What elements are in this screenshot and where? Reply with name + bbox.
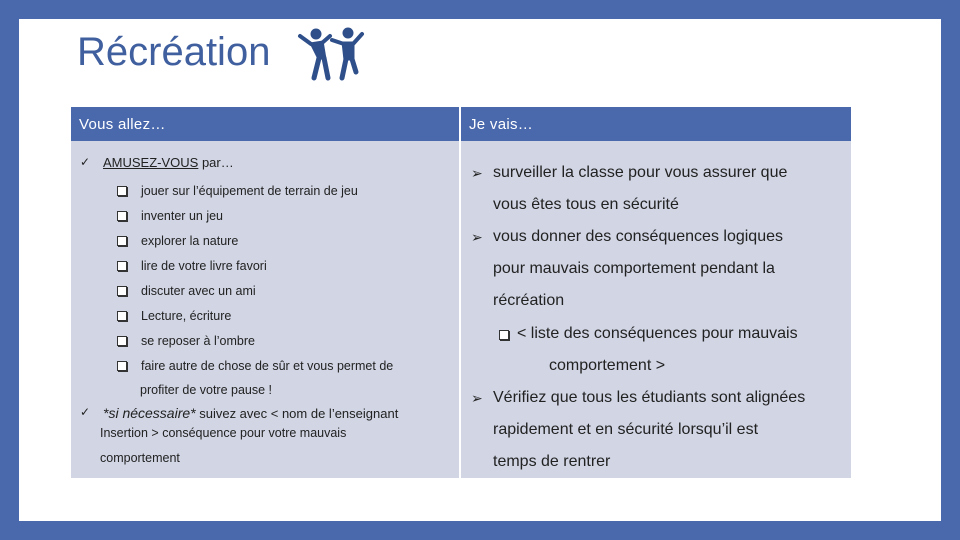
checkbox-icon xyxy=(117,211,127,221)
checkbox-icon xyxy=(117,286,127,296)
checkbox-icon xyxy=(117,336,127,346)
children-playing-icon xyxy=(296,24,366,89)
checkbox-icon xyxy=(117,361,127,371)
right-cell xyxy=(460,141,851,478)
arrow-bullet-icon: ➢ xyxy=(471,229,483,245)
checkbox-icon xyxy=(117,236,127,246)
arrow-bullet-icon: ➢ xyxy=(471,165,483,181)
info-table xyxy=(71,107,851,478)
bullet-item: ➢ vous donner des conséquences logiques pour mauvais comportement pendant la récréation xyxy=(471,221,827,317)
checkbox-icon xyxy=(117,261,127,271)
list-item: se reposer à l’ombre xyxy=(117,328,459,353)
arrow-bullet-icon: ➢ xyxy=(471,390,483,406)
list-item: inventer un jeu xyxy=(117,203,459,228)
bullet-item: ➢ Vérifiez que tous les étudiants sont alignées rapidement et en sécurité lorsqu’il est temps de rentrer xyxy=(471,382,827,478)
checkmark-icon: ✓ xyxy=(80,155,91,169)
text-line: comportement xyxy=(100,451,180,465)
list-item: explorer la nature xyxy=(117,228,459,253)
sub-bullet-item: < liste des conséquences pour mauvais comportement > xyxy=(499,318,827,382)
checkbox-icon xyxy=(117,186,127,196)
list-item: Lecture, écriture xyxy=(117,303,459,328)
check-item: ✓ AMUSEZ-VOUS par… xyxy=(80,155,234,170)
list-item: discuter avec un ami xyxy=(117,278,459,303)
checkbox-icon xyxy=(499,330,509,340)
list-item: lire de votre livre favori xyxy=(117,253,459,278)
checkmark-icon: ✓ xyxy=(80,405,91,419)
bullet-item: ➢ surveiller la classe pour vous assurer que vous êtes tous en sécurité xyxy=(471,157,827,221)
page-title: Récréation xyxy=(77,30,271,74)
text-line: Insertion > conséquence pour votre mauvais xyxy=(100,426,347,440)
checkbox-icon xyxy=(117,311,127,321)
header-left: Vous allez… xyxy=(71,107,460,141)
list-item-continuation: profiter de votre pause ! xyxy=(140,383,273,397)
title-area xyxy=(77,30,366,89)
header-right: Je vais… xyxy=(460,107,851,141)
left-cell xyxy=(71,141,460,478)
list-item: jouer sur l’équipement de terrain de jeu xyxy=(117,178,459,203)
check-item: ✓ *si nécessaire* suivez avec < nom de l’enseignant xyxy=(80,405,399,421)
list-item: faire autre de chose de sûr et vous permet de xyxy=(117,353,459,378)
amusez-vous-link[interactable]: AMUSEZ-VOUS xyxy=(103,155,199,170)
